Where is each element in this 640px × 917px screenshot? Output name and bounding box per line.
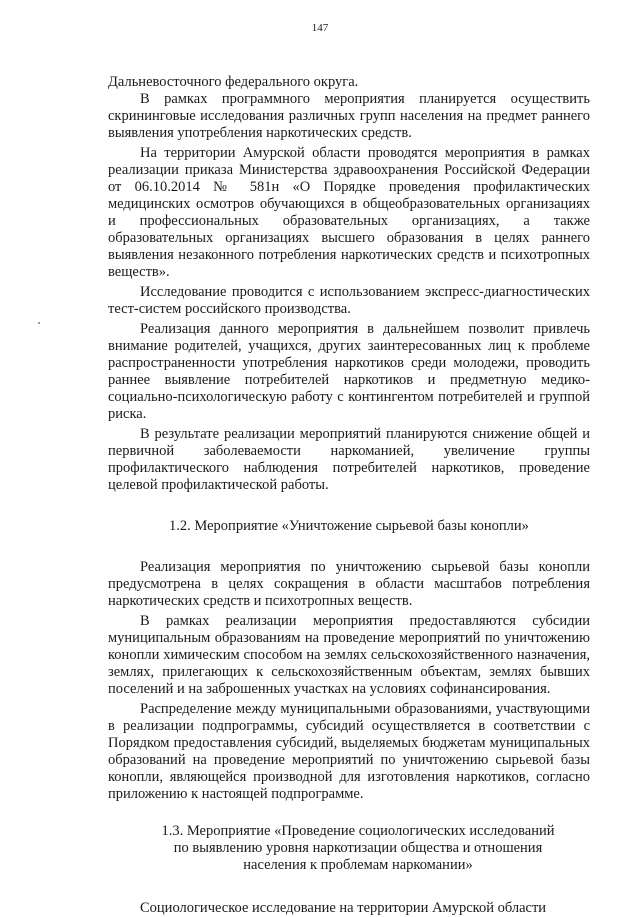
paragraph: В результате реализации мероприятий планируются снижение общей и первичной заболеваемости наркоманией, увеличение группы профилактического наблюдения потребителей наркотиков, проведение целевой профилактической работы. xyxy=(108,426,590,493)
heading-line: 1.3. Мероприятие «Проведение социологических исследований xyxy=(161,823,555,839)
scan-speck xyxy=(38,322,40,324)
document-body xyxy=(108,74,590,917)
paragraph: В рамках реализации мероприятия предоставляются субсидии муниципальным образованиям на проведение мероприятий по уничтожению конопли химическим способом на землях сельскохозяйственного назначения, землях, прилегающих к сельскохозяйственным объектам, землях бывших поселений и на заброшенных участках на условиях софинансирования. xyxy=(108,613,590,697)
paragraph: Социологическое исследование на территории Амурской области xyxy=(140,900,547,916)
paragraph: Дальневосточного федерального округа. xyxy=(108,74,359,90)
paragraph: На территории Амурской области проводятся мероприятия в рамках реализации приказа Министерства здравоохранения Российской Федерации от 06.10.2014 № 581н «О Порядке проведения профилактических медицинских осмотров обучающихся в общеобразовательных организациях и профессиональных образовательных организациях, а также образовательных организациях высшего образования в целях раннего выявления незаконного потребления наркотических средств и психотропных веществ». xyxy=(108,145,590,280)
page-number: 147 xyxy=(311,22,329,34)
paragraph: Реализация данного мероприятия в дальнейшем позволит привлечь внимание родителей, учащихся, других заинтересованных лиц к проблеме распространенности употребления наркотиков среди молодежи, проводить раннее выявление потребителей наркотиков и предметную медико-социально-психологическую работу с контингентом потребителей и группой риска. xyxy=(108,321,590,422)
section-heading-1-2: 1.2. Мероприятие «Уничтожение сырьевой базы конопли» xyxy=(169,518,529,534)
section-heading-1-3 xyxy=(108,823,590,874)
heading-line: по выявлению уровня наркотизации общества и отношения xyxy=(173,840,543,856)
paragraph: Распределение между муниципальными образованиями, участвующими в реализации подпрограммы, субсидий осуществляется в соответствии с Порядком предоставления субсидий, выделяемых бюджетам муниципальных образований на проведение мероприятий по уничтожению сырьевой базы конопли, являющейся производной для изготовления наркотиков, согласно приложению к настоящей подпрограмме. xyxy=(108,701,590,802)
paragraph: Исследование проводится с использованием экспресс-диагностических тест-систем российского производства. xyxy=(108,284,590,317)
paragraph: Реализация мероприятия по уничтожению сырьевой базы конопли предусмотрена в целях сокращения в области масштабов потребления наркотических средств и психотропных веществ. xyxy=(108,559,590,609)
paragraph: В рамках программного мероприятия планируется осуществить скрининговые исследования различных групп населения на предмет раннего выявления употребления наркотических средств. xyxy=(108,91,590,141)
heading-line: населения к проблемам наркомании» xyxy=(243,857,473,873)
